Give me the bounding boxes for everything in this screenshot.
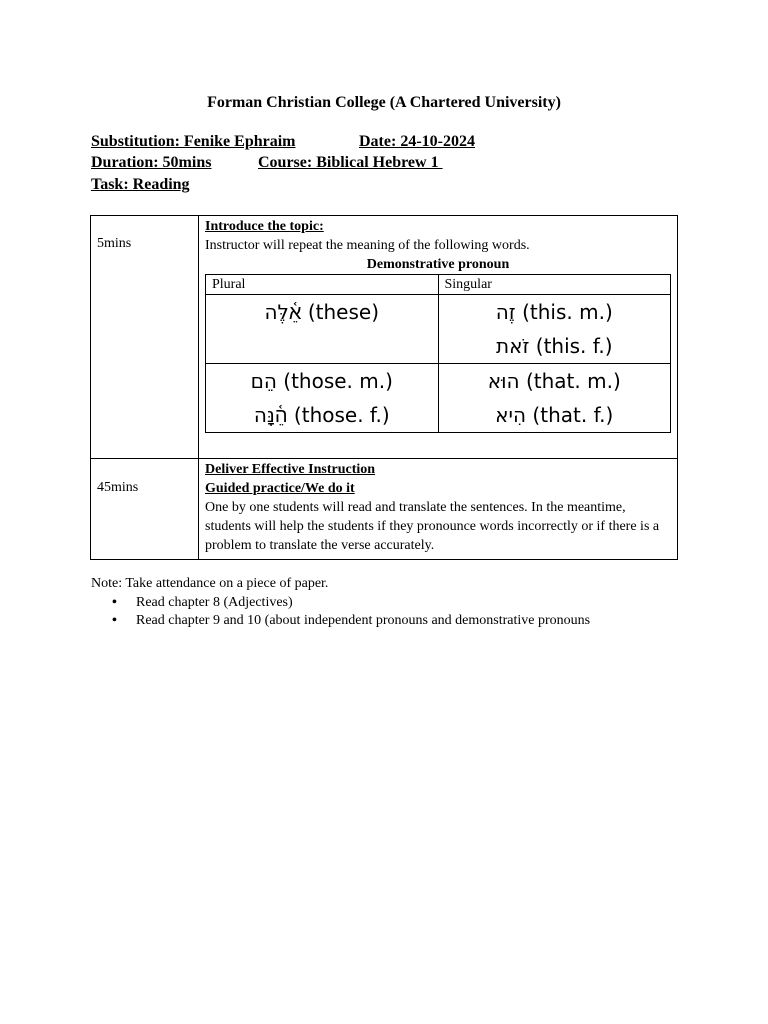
content-cell [199,459,678,560]
pronoun-entry: הֵ֫נָּה (those. f.) [253,403,390,427]
pronoun-entry: הֵם (those. m.) [250,369,393,393]
pronoun-heading: Demonstrative pronoun [366,257,510,272]
time-cell: 45mins [91,459,199,560]
singular-cell [438,295,671,364]
pronoun-entry: זֶה (this. m.) [495,300,613,324]
instruction-text: One by one students will read and translate the sentences. In the meantime, students will help the students if they pronounce words incorrectly or if there is a problem to translate the verse accurately. [205,500,660,553]
pronoun-entry: הִיא (that. f.) [495,403,614,427]
lesson-plan-table [90,215,678,560]
plural-cell [206,295,439,364]
instruction-text: Instructor will repeat the meaning of the following words. [205,238,530,253]
pronoun-entry: הוּא (that. m.) [487,369,621,393]
lesson-row-instruction [91,459,678,560]
document-title: Forman Christian College (A Chartered University) [207,94,561,111]
section-subheading: Guided practice/We do it [205,481,355,496]
reading-list [91,594,590,630]
list-item: • Read chapter 8 (Adjectives) [91,594,590,612]
lesson-row-introduce [91,216,678,459]
list-item: • Read chapter 9 and 10 (about independent pronouns and demonstrative pronouns [91,612,590,630]
substitution-label: Substitution: Fenike Ephraim [91,133,296,150]
pronoun-entry: אֵ֫לֶּה (these) [264,300,379,324]
singular-cell [438,364,671,433]
plural-header: Plural [206,275,439,295]
pronoun-entry: זֹאת (this. f.) [495,334,613,358]
content-cell [199,216,678,459]
plural-cell [206,364,439,433]
pronoun-table [205,274,671,433]
section-heading: Introduce the topic: [205,219,324,234]
singular-header: Singular [438,275,671,295]
course-label: Course: Biblical Hebrew 1 [258,154,443,171]
note-text: Note: Take attendance on a piece of paper. [91,576,329,591]
duration-label: Duration: 50mins [91,154,212,171]
section-heading: Deliver Effective Instruction [205,462,376,477]
task-label: Task: Reading [91,176,190,193]
time-cell: 5mins [91,216,199,459]
date-label: Date: 24-10-2024 [359,133,475,150]
